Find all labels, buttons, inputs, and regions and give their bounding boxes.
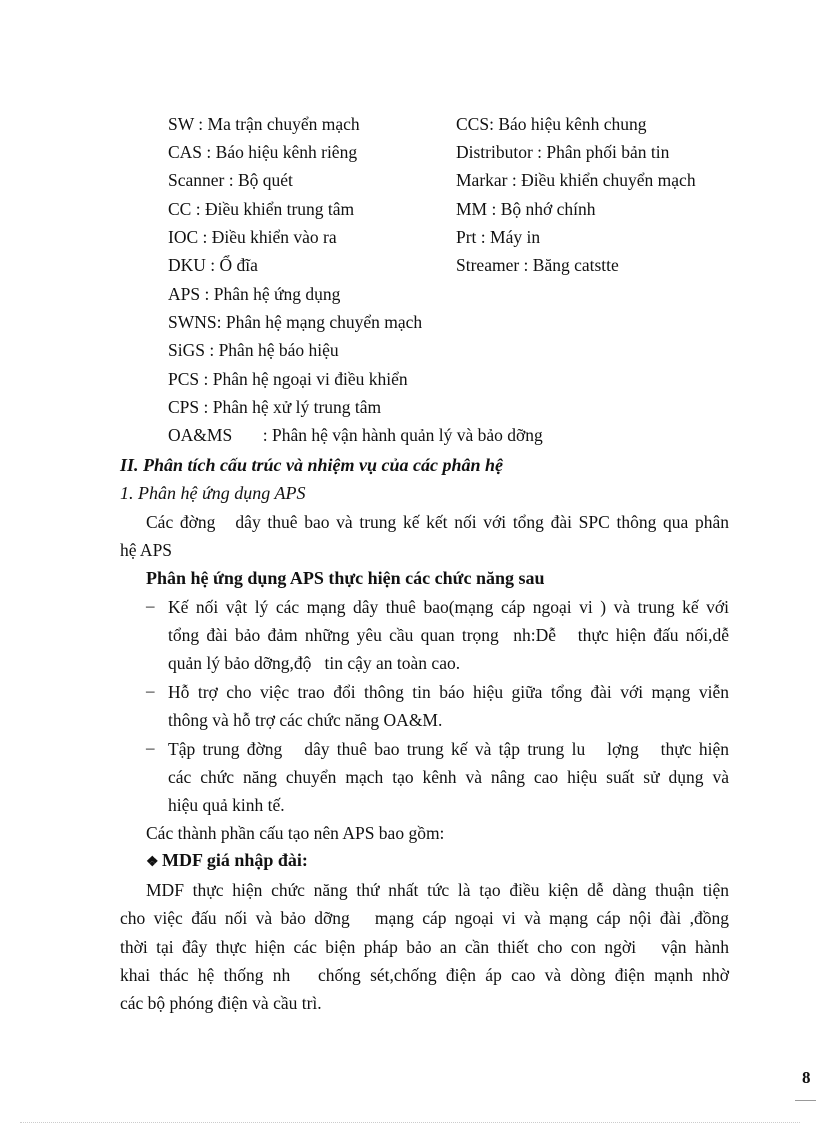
abbr-streamer: Streamer : Băng catstte [456, 255, 619, 275]
abbr-mm: MM : Bộ nhớ chính [456, 199, 596, 219]
mdf-heading: MDF giá nhập đài: [162, 850, 308, 870]
bullet-3-line-1: Tập trung đờng dây thuê bao trung kế và tập trung lu lợng thực hiện [168, 739, 729, 759]
abbr-sw: SW : Ma trận chuyển mạch [168, 114, 360, 134]
abbr-cps: CPS : Phân hệ xử lý trung tâm [168, 397, 382, 417]
abbr-sigs: SiGS : Phân hệ báo hiệu [168, 340, 339, 360]
abbr-scanner: Scanner : Bộ quét [168, 170, 293, 190]
abbr-ioc: IOC : Điều khiển vào ra [168, 227, 337, 247]
abbr-oams: OA&MS : Phân hệ vận hành quản lý và bảo dỡng [168, 425, 543, 445]
abbr-prt: Prt : Máy in [456, 227, 541, 247]
bullet-2-line-1: Hỗ trợ cho việc trao đổi thông tin báo hiệu giữa tổng đài với mạng viễn [168, 682, 729, 702]
abbr-aps: APS : Phân hệ ứng dụng [168, 284, 341, 304]
footer-rule [795, 1100, 816, 1101]
components-intro: Các thành phần cấu tạo nên APS bao gồm: [146, 823, 445, 843]
functions-heading: Phân hệ ứng dụng APS thực hiện các chức năng sau [146, 568, 545, 588]
abbr-markar: Markar : Điều khiển chuyển mạch [456, 170, 696, 190]
abbr-dku: DKU : Ổ đĩa [168, 255, 258, 275]
mdf-line-3: thời tại đây thực hiện các biện pháp bảo an cần thiết cho con ngời vận hành [120, 937, 729, 957]
bullet-1-line-2: tổng đài bảo đảm những yêu cầu quan trọng nh:Dễ thực hiện đấu nối,dễ [168, 625, 729, 645]
page-number: 8 [802, 1068, 811, 1087]
bullet-dash: – [146, 681, 155, 700]
subsection-heading: 1. Phân hệ ứng dụng APS [120, 483, 306, 503]
bullet-3-line-3: hiệu quả kinh tế. [168, 795, 285, 815]
abbr-cas: CAS : Báo hiệu kênh riêng [168, 142, 358, 162]
abbr-cc: CC : Điều khiển trung tâm [168, 199, 355, 219]
bullet-3-line-2: các chức năng chuyển mạch tạo kênh và nâng cao hiệu suất sử dụng và [168, 767, 729, 787]
section-heading: II. Phân tích cấu trúc và nhiệm vụ của các phân hệ [120, 455, 504, 475]
bullet-1-line-1: Kế nối vật lý các mạng dây thuê bao(mạng cáp ngoại vi ) và trung kế với [168, 597, 729, 617]
mdf-line-1: MDF thực hiện chức năng thứ nhất tức là tạo điều kiện dễ dàng thuận tiện [146, 880, 729, 900]
mdf-line-2: cho việc đấu nối và bảo dỡng mạng cáp ngoại vi và mạng cáp nội đài ,đồng [120, 908, 729, 928]
abbr-ccs: CCS: Báo hiệu kênh chung [456, 114, 647, 134]
bullet-2-line-2: thông và hỗ trợ các chức năng OA&M. [168, 710, 443, 730]
diamond-bullet-icon: ❖ [146, 855, 159, 870]
mdf-line-5: các bộ phóng điện và cầu trì. [120, 993, 322, 1013]
abbr-pcs: PCS : Phân hệ ngoại vi điều khiển [168, 369, 408, 389]
abbr-distributor: Distributor : Phân phối bản tin [456, 142, 670, 162]
mdf-line-4: khai thác hệ thống nh chống sét,chống điện áp cao và dòng điện mạnh nhờ [120, 965, 729, 985]
bullet-1-line-3: quản lý bảo dỡng,độ tin cậy an toàn cao. [168, 653, 461, 673]
intro-line-2: hệ APS [120, 540, 173, 560]
bullet-dash: – [146, 596, 155, 615]
mdf-heading-row [146, 849, 308, 874]
abbr-swns: SWNS: Phân hệ mạng chuyển mạch [168, 312, 423, 332]
intro-line-1: Các đờng dây thuê bao và trung kế kết nối với tổng đài SPC thông qua phân [146, 512, 729, 532]
bullet-dash: – [146, 738, 155, 757]
